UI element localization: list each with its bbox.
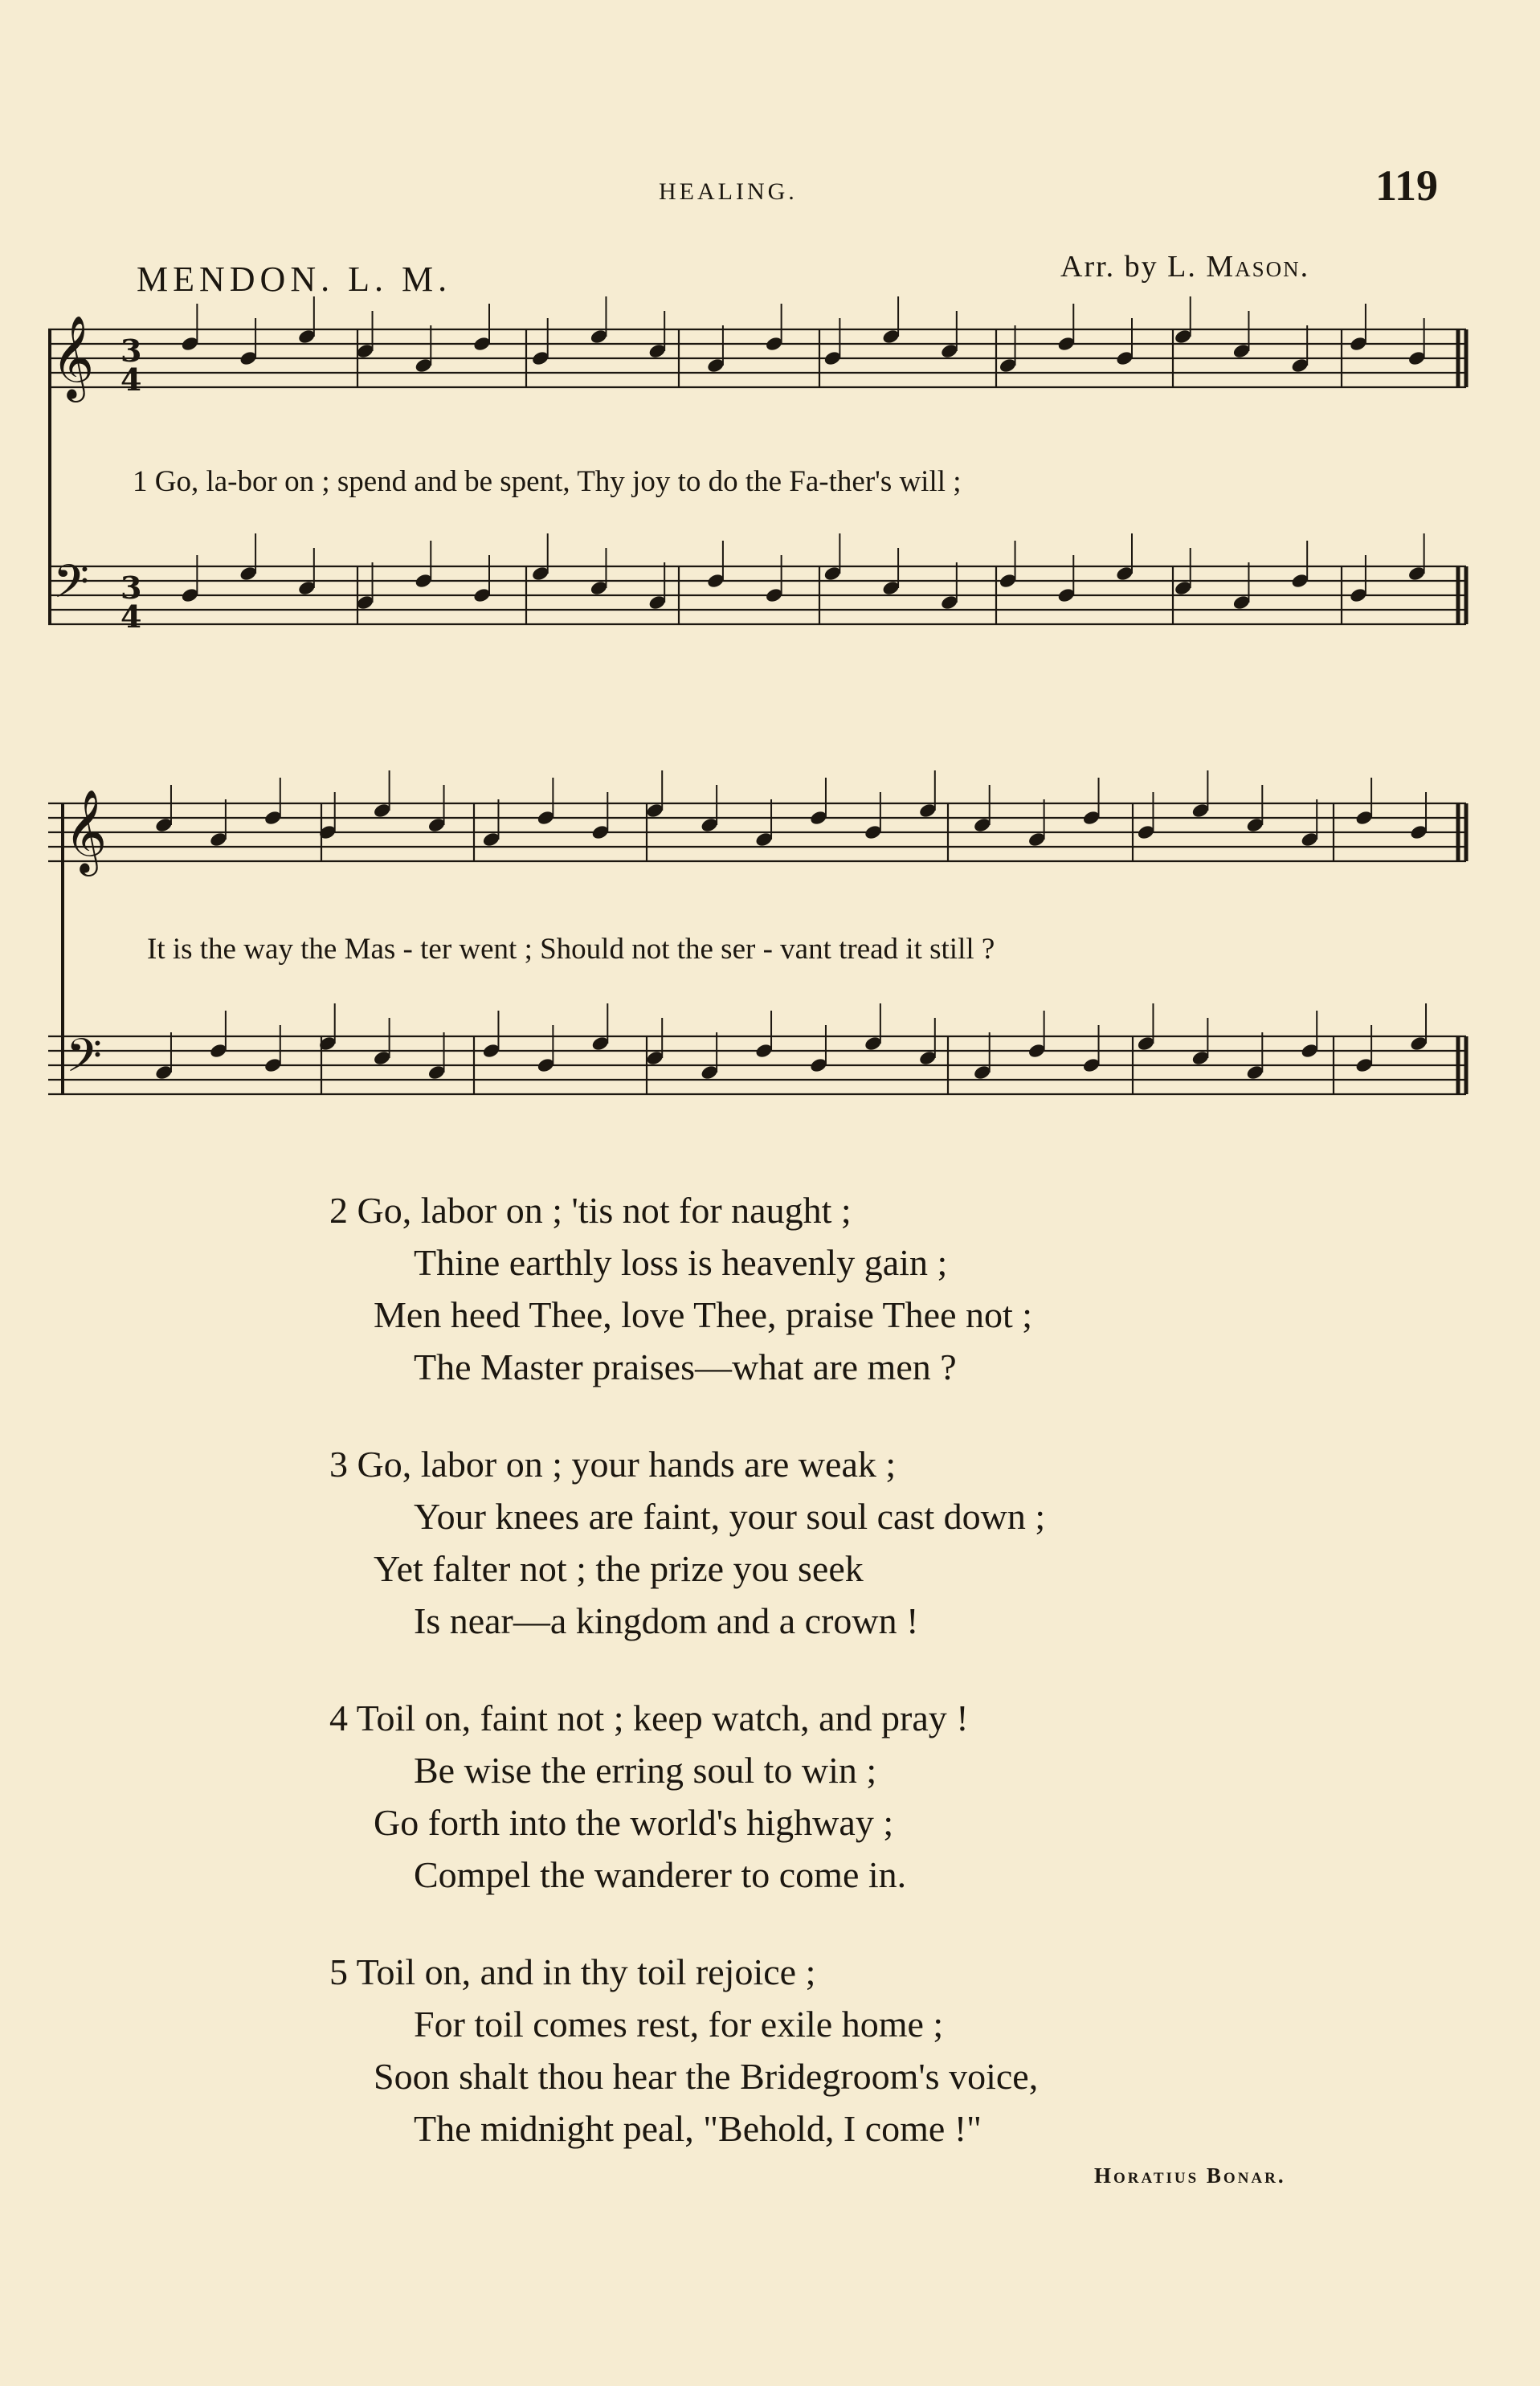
verse-line: Yet falter not ; the prize you seek [374,1548,864,1589]
clef-icon: 𝄞 [64,789,108,873]
score-drawing [0,0,1540,1141]
time-signature: 3 [121,333,142,369]
verse-line: 4 Toil on, faint not ; keep watch, and pray ! [329,1698,969,1738]
time-signature: 4 [121,599,142,635]
verse-line: The Master praises—what are men ? [414,1346,957,1387]
verse-line: Soon shalt thou hear the Bridegroom's voice, [374,2056,1039,2097]
hymn-author: Horatius Bonar. [1094,2163,1286,2188]
verse-line: Your knees are faint, your soul cast down ; [414,1496,1046,1537]
verse-line: The midnight peal, "Behold, I come !" [414,2108,982,2149]
arranger-prefix: Arr. by L. [1060,250,1197,284]
verse-line: Thine earthly loss is heavenly gain ; [414,1242,948,1283]
music-lyric-line-2: It is the way the Mas - ter went ; Should not the ser - vant tread it still ? [147,933,995,966]
clef-icon: 𝄢 [53,554,90,620]
time-signature: 4 [121,362,142,398]
verse-line: Compel the wanderer to come in. [414,1854,907,1895]
time-signature: 3 [121,570,142,606]
music-lyric-line-1: 1 Go, la-bor on ; spend and be spent, Thy joy to do the Fa-ther's will ; [133,465,962,498]
verse-line: Be wise the erring soul to win ; [414,1750,877,1791]
section-title: HEALING. [659,178,798,205]
verse-line: 5 Toil on, and in thy toil rejoice ; [329,1951,816,1992]
page-number: 119 [1375,161,1439,210]
verse-line: 3 Go, labor on ; your hands are weak ; [329,1444,897,1485]
music-score [0,0,1540,1141]
verse-line: For toil comes rest, for exile home ; [414,2004,944,2045]
arranger-name: Mason. [1206,250,1310,284]
verse-line: Is near—a kingdom and a crown ! [414,1600,919,1641]
clef-icon: 𝄞 [51,315,95,399]
verse-line: Go forth into the world's highway ; [374,1802,894,1843]
verse-line: Men heed Thee, love Thee, praise Thee not ; [374,1294,1033,1335]
tune-name: MENDON. L. M. [137,259,452,299]
clef-icon: 𝄢 [66,1028,103,1094]
verse-line: 2 Go, labor on ; 'tis not for naught ; [329,1190,852,1231]
